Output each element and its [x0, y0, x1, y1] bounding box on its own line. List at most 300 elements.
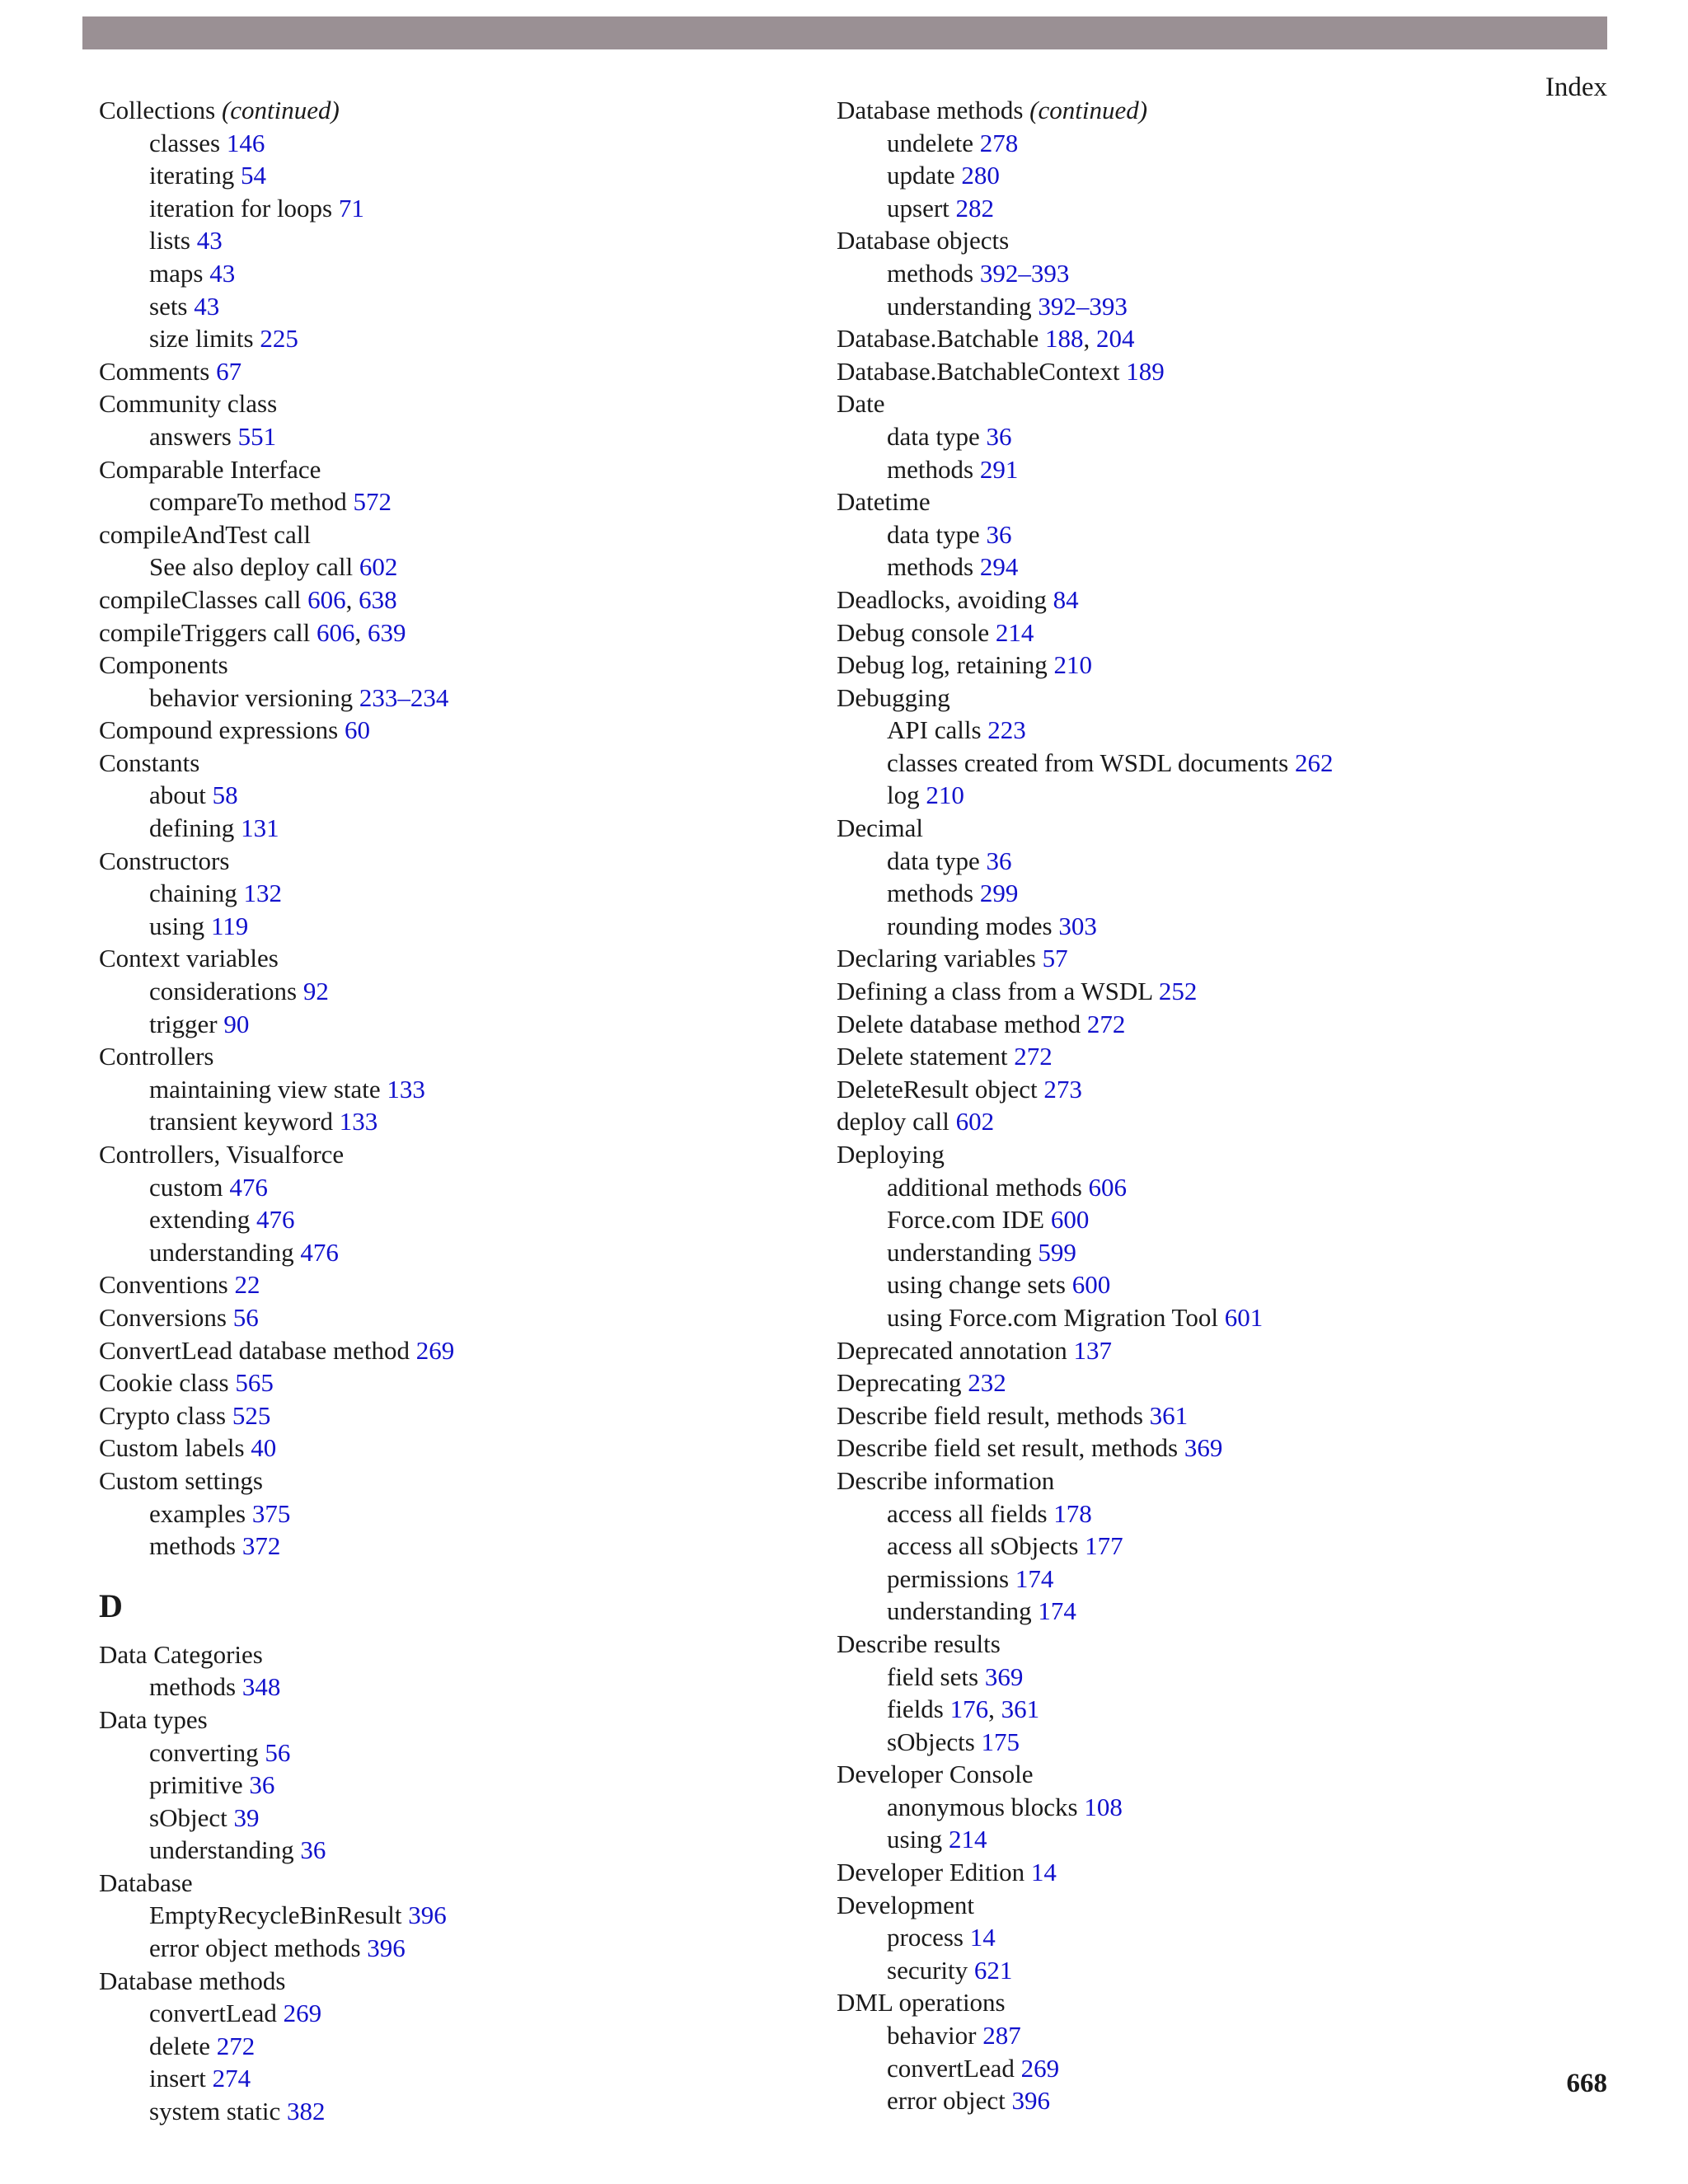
index-term: using — [149, 911, 205, 940]
page-link[interactable]: 602 — [359, 552, 398, 582]
index-entry — [99, 1965, 824, 1998]
index-subentry — [837, 1791, 1562, 1824]
index-subentry — [99, 290, 824, 323]
page-link[interactable]: 294 — [979, 552, 1019, 582]
page-link[interactable]: 269 — [283, 1999, 322, 2028]
index-subentry — [837, 290, 1562, 323]
page-link[interactable]: 223 — [987, 715, 1026, 745]
index-entry — [99, 1432, 824, 1465]
index-term: behavior versioning — [149, 682, 354, 712]
index-entry — [837, 1366, 1562, 1399]
index-term: Force.com IDE — [887, 1205, 1045, 1235]
index-term: Debug log, retaining — [837, 650, 1048, 680]
index-term: Database objects — [837, 226, 1010, 255]
index-term: defining — [149, 813, 235, 843]
index-subentry — [99, 127, 824, 160]
page-link[interactable]: 639 — [368, 617, 406, 647]
index-entry — [837, 975, 1562, 1008]
index-term: additional methods — [887, 1172, 1082, 1202]
page-link[interactable]: 375 — [251, 1498, 291, 1528]
index-term: compileTriggers call — [99, 617, 311, 647]
index-entry — [99, 649, 824, 682]
index-term: Collections — [99, 96, 216, 124]
page-link[interactable]: 119 — [210, 911, 249, 940]
index-subentry — [99, 779, 824, 812]
index-entry — [99, 1301, 824, 1334]
index-entry — [99, 1040, 824, 1073]
index-subentry — [99, 1769, 824, 1802]
page-link[interactable]: 303 — [1058, 911, 1097, 940]
page-link[interactable]: 210 — [926, 780, 964, 810]
index-term: Context variables — [99, 944, 279, 973]
page-link[interactable]: 131 — [241, 813, 279, 843]
index-subentry — [837, 877, 1562, 910]
index-subentry — [99, 1736, 824, 1769]
index-term: using change sets — [887, 1270, 1066, 1300]
index-term: deploy call — [837, 1107, 950, 1137]
index-term: data type — [887, 421, 980, 451]
index-subentry — [99, 1997, 824, 2030]
page-link[interactable]: 40 — [251, 1433, 277, 1463]
page-link[interactable]: 133 — [387, 1074, 425, 1104]
index-term: API calls — [887, 715, 982, 745]
index-term: answers — [149, 421, 232, 451]
index-term: considerations — [149, 977, 298, 1006]
index-entry: compileClasses call 606, 638 — [99, 584, 397, 614]
index-subentry — [99, 2030, 824, 2063]
index-term: error object — [887, 2086, 1006, 2116]
page-link[interactable]: 599 — [1038, 1237, 1076, 1267]
page-link[interactable]: 572 — [353, 487, 392, 517]
index-term: Describe information — [837, 1465, 1055, 1495]
page-link[interactable]: 361 — [1149, 1400, 1189, 1430]
index-term: using — [887, 1825, 943, 1854]
page-link[interactable]: 396 — [408, 1900, 447, 1930]
page-link[interactable]: 90 — [223, 1009, 250, 1038]
index-subentry — [837, 453, 1562, 486]
page-link[interactable]: 56 — [232, 1302, 259, 1332]
index-term: Describe field set result, methods — [837, 1433, 1179, 1463]
index-term: Cookie class — [99, 1368, 229, 1398]
index-term: error object methods — [149, 1933, 361, 1963]
index-subentry: fields 176, 361 — [887, 1694, 1040, 1724]
page-link[interactable]: 299 — [979, 879, 1019, 908]
page-link[interactable]: 392–393 — [979, 258, 1070, 288]
index-entry — [837, 1399, 1562, 1432]
page-link[interactable]: 14 — [969, 1923, 996, 1952]
index-term: Crypto class — [99, 1400, 227, 1430]
page-link[interactable]: 278 — [979, 128, 1019, 157]
page-link[interactable]: 204 — [1096, 324, 1135, 354]
index-entry — [837, 1465, 1562, 1497]
index-subentry — [99, 159, 824, 192]
index-subentry — [99, 1899, 824, 1932]
index-term: process — [887, 1923, 964, 1952]
page-link[interactable]: 67 — [216, 356, 242, 386]
page-link[interactable]: 269 — [415, 1335, 455, 1365]
index-term: Debug console — [837, 617, 990, 647]
page-link[interactable]: 606 — [316, 617, 355, 647]
index-entry — [99, 942, 824, 975]
index-term: data type — [887, 519, 980, 549]
page-link[interactable]: 606 — [1088, 1172, 1128, 1202]
index-subentry — [837, 518, 1562, 551]
index-entry — [837, 812, 1562, 845]
index-term: access all fields — [887, 1498, 1048, 1528]
page-link[interactable]: 382 — [287, 2097, 326, 2126]
index-subentry — [837, 2052, 1562, 2085]
index-subentry — [837, 779, 1562, 812]
index-entry — [837, 1138, 1562, 1171]
section-letter-heading: D — [99, 1586, 123, 1624]
page-link[interactable]: 56 — [265, 1737, 291, 1767]
page-link[interactable]: 272 — [1014, 1042, 1053, 1071]
index-subentry — [99, 1073, 824, 1106]
index-term: Constants — [99, 748, 200, 777]
index-entry — [837, 1986, 1562, 2019]
index-subentry — [837, 1497, 1562, 1530]
page-link[interactable]: 476 — [256, 1205, 295, 1235]
continued-note: (continued) — [221, 96, 340, 124]
page-link[interactable]: 601 — [1224, 1302, 1264, 1332]
page-link[interactable]: 188 — [1045, 324, 1084, 354]
index-subentry — [837, 747, 1562, 780]
index-term: rounding modes — [887, 911, 1053, 940]
index-entry — [99, 1638, 824, 1671]
index-entry — [837, 1008, 1562, 1041]
page-link[interactable]: 57 — [1042, 944, 1068, 973]
index-term: Controllers — [99, 1042, 214, 1071]
index-term: behavior — [887, 2021, 977, 2050]
page-link[interactable]: 43 — [194, 291, 220, 321]
index-term: Database.Batchable — [837, 324, 1039, 354]
page-link[interactable]: 214 — [948, 1825, 987, 1854]
index-subentry — [837, 1171, 1562, 1204]
page-link[interactable]: 178 — [1053, 1498, 1092, 1528]
index-entry — [837, 355, 1562, 388]
page-link[interactable]: 606 — [307, 584, 346, 614]
index-subentry — [837, 1921, 1562, 1954]
index-subentry — [837, 1530, 1562, 1563]
index-term: methods — [149, 1672, 237, 1702]
page-link[interactable]: 621 — [973, 1955, 1013, 1985]
page-link[interactable]: 525 — [232, 1400, 271, 1430]
page-link[interactable]: 287 — [982, 2021, 1021, 2050]
page-link[interactable]: 71 — [338, 193, 364, 223]
page-link[interactable]: 273 — [1043, 1074, 1082, 1104]
index-term: Comparable Interface — [99, 454, 321, 484]
index-term: convertLead — [887, 2053, 1015, 2083]
page-link[interactable]: 54 — [241, 161, 267, 190]
index-term: Date — [837, 389, 885, 419]
index-entry — [837, 387, 1562, 420]
index-term: compareTo method — [149, 487, 347, 517]
index-term: data type — [887, 846, 980, 875]
index-term: classes — [149, 128, 221, 157]
index-subentry — [99, 420, 824, 453]
index-term: Custom labels — [99, 1433, 245, 1463]
index-term: Conventions — [99, 1270, 228, 1300]
page-link[interactable]: 58 — [212, 780, 238, 810]
index-term: security — [887, 1955, 968, 1985]
page-link[interactable]: 274 — [212, 2064, 251, 2093]
index-subentry — [837, 1726, 1562, 1759]
page-link[interactable]: 369 — [984, 1661, 1024, 1691]
page-link[interactable]: 14 — [1030, 1858, 1057, 1887]
index-subentry — [99, 812, 824, 845]
index-term: Data types — [99, 1704, 208, 1734]
page-link[interactable]: 602 — [955, 1107, 995, 1137]
index-term: methods — [887, 879, 974, 908]
index-subentry — [837, 257, 1562, 290]
page-link[interactable]: 36 — [249, 1770, 275, 1800]
page-link[interactable]: 232 — [968, 1368, 1006, 1398]
index-term: insert — [149, 2064, 206, 2093]
index-entry — [837, 1889, 1562, 1922]
index-subentry — [837, 1268, 1562, 1301]
index-term: examples — [149, 1498, 246, 1528]
index-term: sets — [149, 291, 188, 321]
page-link[interactable]: 174 — [1015, 1563, 1054, 1593]
index-entry — [99, 1867, 824, 1900]
index-column-left — [99, 94, 824, 2128]
page-link[interactable]: 210 — [1053, 650, 1092, 680]
page-link[interactable]: 600 — [1071, 1270, 1111, 1300]
index-entry — [99, 714, 824, 747]
index-subentry — [99, 1203, 824, 1236]
index-term: about — [149, 780, 206, 810]
index-term: lists — [149, 226, 190, 255]
index-term: iterating — [149, 161, 235, 190]
index-entry: compileTriggers call 606, 639 — [99, 617, 406, 647]
index-term: undelete — [887, 128, 974, 157]
index-entry — [99, 518, 824, 551]
index-term: transient keyword — [149, 1107, 333, 1137]
page-link[interactable]: 262 — [1295, 748, 1334, 777]
index-term: size limits — [149, 324, 254, 354]
page-link[interactable]: 36 — [986, 519, 1012, 549]
index-subentry — [837, 192, 1562, 225]
index-entry — [837, 649, 1562, 682]
page-link[interactable]: 282 — [955, 193, 995, 223]
index-term: field sets — [887, 1661, 979, 1691]
index-term: understanding — [887, 1237, 1032, 1267]
index-term: ConvertLead database method — [99, 1335, 410, 1365]
page-link[interactable]: 137 — [1073, 1335, 1112, 1365]
index-term: methods — [887, 258, 974, 288]
index-term: Delete statement — [837, 1042, 1008, 1071]
page-link[interactable]: 146 — [226, 128, 265, 157]
index-subentry — [99, 1236, 824, 1269]
page-link[interactable]: 43 — [209, 258, 236, 288]
index-subentry — [99, 322, 824, 355]
index-subentry — [99, 1171, 824, 1204]
index-subentry — [837, 420, 1562, 453]
page-link[interactable]: 176 — [950, 1694, 989, 1724]
index-entry — [837, 616, 1562, 649]
index-subentry — [99, 224, 824, 257]
index-term: chaining — [149, 879, 237, 908]
page-link[interactable]: 392–393 — [1038, 291, 1128, 321]
index-term: Data Categories — [99, 1639, 263, 1669]
page-link[interactable]: 476 — [300, 1237, 339, 1267]
page-link[interactable]: 600 — [1050, 1205, 1090, 1235]
index-term: upsert — [887, 193, 950, 223]
page-link[interactable]: 272 — [216, 2031, 256, 2060]
page-link[interactable]: 214 — [995, 617, 1034, 647]
index-entry — [837, 94, 1562, 127]
page-link[interactable]: 361 — [1001, 1694, 1040, 1724]
index-entry — [99, 94, 824, 127]
index-term: methods — [887, 552, 974, 582]
page-link[interactable]: 43 — [196, 226, 223, 255]
page-link[interactable]: 39 — [233, 1802, 260, 1832]
index-term: extending — [149, 1205, 251, 1235]
page-link[interactable]: 132 — [243, 879, 282, 908]
index-term: Defining a class from a WSDL — [837, 977, 1153, 1006]
index-subentry — [99, 1105, 824, 1138]
index-term: maps — [149, 258, 204, 288]
page-link[interactable]: 84 — [1053, 584, 1079, 614]
page-link[interactable]: 174 — [1038, 1596, 1076, 1626]
index-term: compileClasses call — [99, 584, 302, 614]
page-link[interactable]: 175 — [981, 1727, 1020, 1756]
page-link[interactable]: 177 — [1085, 1531, 1123, 1561]
index-term: convertLead — [149, 1999, 277, 2028]
page-link[interactable]: 565 — [235, 1368, 274, 1398]
page-link[interactable]: 133 — [339, 1107, 378, 1137]
page-link[interactable]: 233–234 — [359, 682, 449, 712]
index-term: sObject — [149, 1802, 227, 1832]
index-term: Deploying — [837, 1140, 945, 1169]
index-term: iteration for loops — [149, 193, 333, 223]
page-link[interactable]: 60 — [344, 715, 370, 745]
top-color-bar — [82, 16, 1607, 49]
index-subentry — [99, 1802, 824, 1835]
index-term: converting — [149, 1737, 259, 1767]
index-term: Constructors — [99, 846, 230, 875]
index-subentry — [99, 1932, 824, 1965]
index-term: Deprecating — [837, 1368, 962, 1398]
index-subentry — [99, 877, 824, 910]
index-entry — [837, 942, 1562, 975]
index-subentry — [837, 159, 1562, 192]
index-term: Controllers, Visualforce — [99, 1140, 345, 1169]
index-term: Custom settings — [99, 1465, 263, 1495]
running-header: Index — [1545, 73, 1607, 102]
index-subentry — [99, 682, 824, 715]
index-entry — [837, 485, 1562, 518]
index-term: Decimal — [837, 813, 924, 843]
index-subentry — [837, 1595, 1562, 1628]
page-link[interactable]: 272 — [1086, 1009, 1126, 1038]
index-term: Database methods — [99, 1966, 286, 1995]
page-link[interactable]: 36 — [300, 1835, 326, 1865]
index-entry — [99, 1366, 824, 1399]
page-link[interactable]: 372 — [241, 1531, 281, 1561]
index-subentry — [837, 1236, 1562, 1269]
index-entry — [99, 387, 824, 420]
index-entry — [99, 1138, 824, 1171]
index-subentry — [837, 551, 1562, 583]
index-term: maintaining view state — [149, 1074, 381, 1104]
index-term: trigger — [149, 1009, 218, 1038]
index-subentry — [99, 910, 824, 943]
index-entry — [837, 1105, 1562, 1138]
page-link[interactable]: 291 — [979, 454, 1019, 484]
index-entry — [837, 583, 1562, 616]
index-entry — [99, 1465, 824, 1497]
page-link[interactable]: 476 — [229, 1172, 268, 1202]
index-subentry — [99, 1008, 824, 1041]
page-link[interactable]: 92 — [302, 977, 329, 1006]
page-link[interactable]: 348 — [241, 1672, 281, 1702]
index-subentry — [837, 1301, 1562, 1334]
index-term: access all sObjects — [887, 1531, 1079, 1561]
index-entry — [837, 1334, 1562, 1367]
index-entry — [837, 1856, 1562, 1889]
page-link[interactable]: 551 — [237, 421, 277, 451]
index-term: classes created from WSDL documents — [887, 748, 1289, 777]
index-entry — [837, 682, 1562, 715]
page-link[interactable]: 252 — [1158, 977, 1198, 1006]
index-entry — [837, 1758, 1562, 1791]
index-subentry — [837, 845, 1562, 878]
index-subentry — [99, 975, 824, 1008]
index-term: understanding — [149, 1237, 294, 1267]
page-link[interactable]: 269 — [1020, 2053, 1060, 2083]
page-link[interactable]: 36 — [986, 421, 1012, 451]
index-entry — [99, 1704, 824, 1736]
index-term: custom — [149, 1172, 223, 1202]
page-link[interactable]: 396 — [1011, 2086, 1050, 2116]
index-entry — [99, 355, 824, 388]
index-entry — [837, 1628, 1562, 1661]
index-term: DML operations — [837, 1988, 1006, 2018]
page-link[interactable]: 369 — [1184, 1433, 1223, 1463]
page-link[interactable]: 280 — [961, 161, 1000, 190]
page-link[interactable]: 225 — [260, 324, 298, 354]
index-term: Deadlocks, avoiding — [837, 584, 1047, 614]
index-term: delete — [149, 2031, 211, 2060]
index-subentry — [99, 1671, 824, 1704]
index-term: Compound expressions — [99, 715, 339, 745]
index-term: See also deploy call — [149, 552, 354, 582]
index-term: permissions — [887, 1563, 1010, 1593]
page-link[interactable]: 36 — [986, 846, 1012, 875]
page-number: 668 — [1566, 2069, 1607, 2098]
index-subentry — [99, 1834, 824, 1867]
index-term: understanding — [887, 1596, 1032, 1626]
index-subentry — [99, 2095, 824, 2128]
page-link[interactable]: 638 — [359, 584, 397, 614]
index-term: Debugging — [837, 682, 950, 712]
page-link[interactable]: 189 — [1126, 356, 1165, 386]
index-term: Database.BatchableContext — [837, 356, 1120, 386]
index-term: understanding — [149, 1835, 294, 1865]
index-term: Database — [99, 1868, 193, 1897]
index-subentry — [837, 714, 1562, 747]
index-subentry — [837, 910, 1562, 943]
index-subentry — [837, 127, 1562, 160]
index-term: primitive — [149, 1770, 243, 1800]
page-link[interactable]: 22 — [234, 1270, 260, 1300]
index-entry — [837, 1040, 1562, 1073]
page-link[interactable]: 396 — [367, 1933, 406, 1963]
index-term: Comments — [99, 356, 210, 386]
index-column-right — [837, 94, 1562, 2117]
page-link[interactable]: 108 — [1084, 1792, 1123, 1821]
